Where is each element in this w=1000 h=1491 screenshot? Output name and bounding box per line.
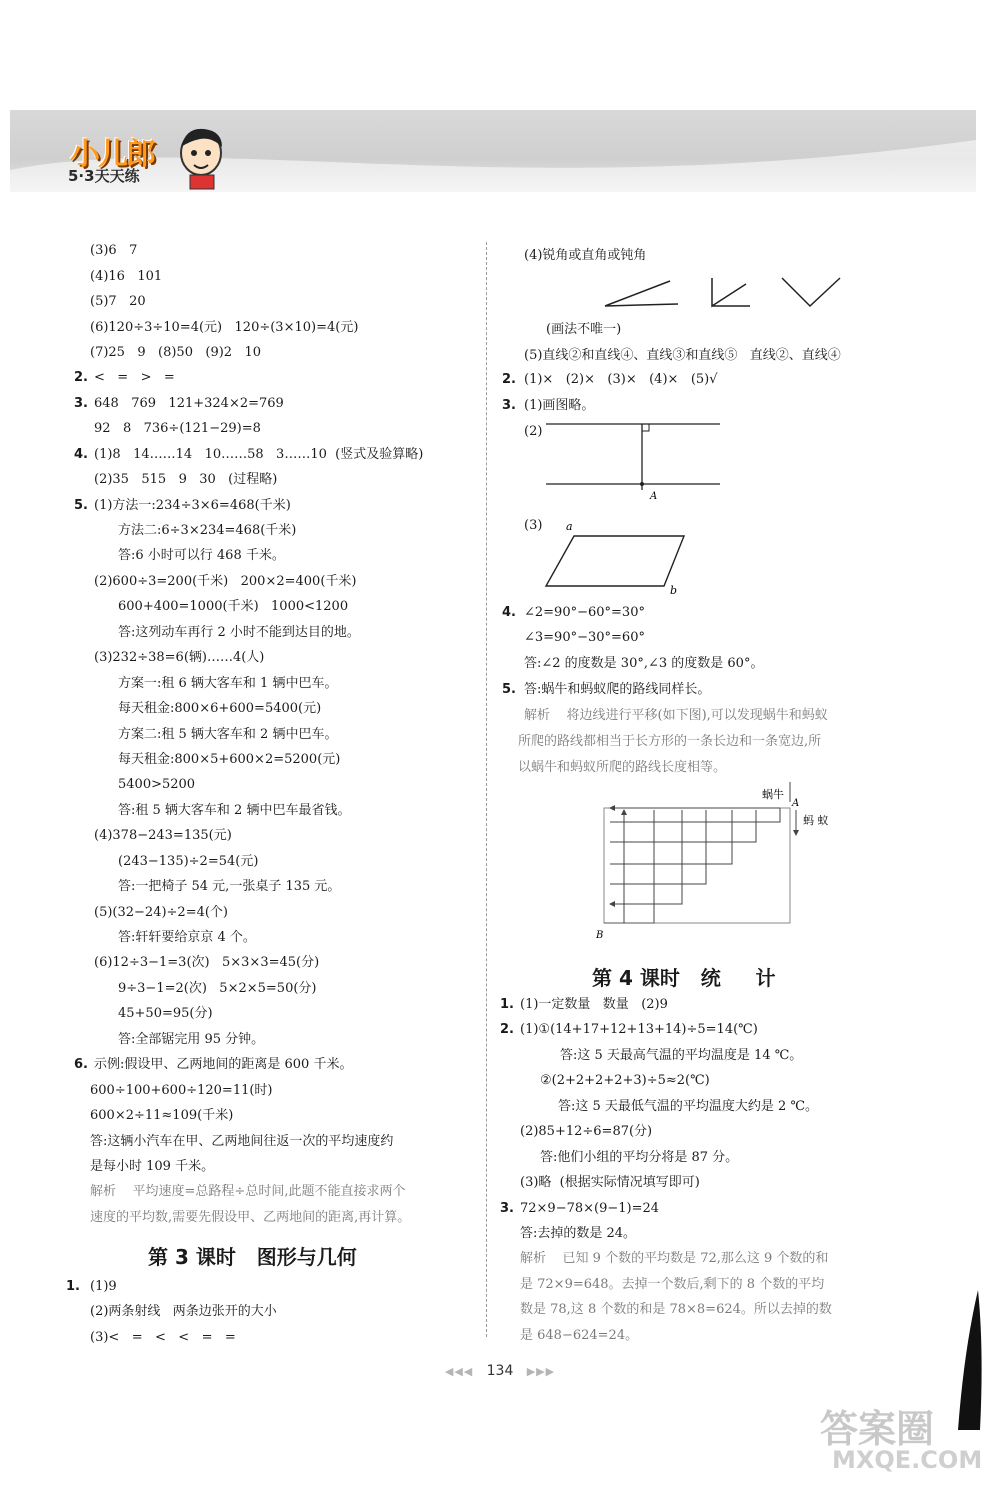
analysis-line: 以蜗牛和蚂蚁所爬的路线长度相等。: [518, 760, 727, 775]
parallelogram-figure: [544, 518, 704, 594]
answer-line: 92 8 736÷(121−29)=8: [94, 421, 261, 436]
answer-line: (1)画图略。: [524, 398, 595, 413]
answer-line: ∠3=90°−30°=60°: [524, 630, 645, 645]
question-number: 4.: [502, 605, 516, 620]
answer-line: 答:他们小组的平均分将是 87 分。: [540, 1150, 739, 1165]
analysis-line: 是 648−624=24。: [520, 1328, 639, 1343]
answer-line: 每天租金:800×6+600=5400(元): [118, 701, 322, 716]
answer-line: 答:蜗牛和蚂蚁爬的路线同样长。: [524, 682, 711, 697]
analysis-line: 解析 平均速度=总路程÷总时间,此题不能直接求两个: [90, 1184, 406, 1199]
answer-line: (3)< = < < = =: [90, 1330, 236, 1345]
ant-label: 蚂 蚁: [803, 814, 829, 827]
answer-line: (画法不唯一): [546, 322, 622, 337]
section-title: 第 4 课时 统 计: [592, 966, 776, 990]
section-title: 第 3 课时 图形与几何: [148, 1245, 357, 1269]
answer-line: (3)232÷38=6(辆)……4(人): [94, 650, 265, 665]
brand-logo: [62, 125, 232, 195]
question-number: 3.: [74, 396, 88, 411]
answer-line: 72×9−78×(9−1)=24: [520, 1201, 660, 1216]
answer-line: 答:一把椅子 54 元,一张桌子 135 元。: [118, 879, 341, 894]
answer-line: (2)600÷3=200(千米) 200×2=400(千米): [94, 574, 357, 589]
question-number: 1.: [500, 997, 514, 1012]
left-arrows-icon: ◀◀◀: [444, 1365, 474, 1378]
answer-line: (5)(32−24)÷2=4(个): [94, 905, 229, 920]
answer-line: (1)方法一:234÷3×6=468(千米): [94, 498, 291, 513]
analysis-line: 解析 已知 9 个数的平均数是 72,那么这 9 个数的和: [520, 1251, 829, 1266]
question-number: 1.: [66, 1279, 80, 1294]
page-footer: [400, 1363, 600, 1379]
answer-line: 答:∠2 的度数是 30°,∠3 的度数是 60°。: [524, 656, 764, 671]
answer-line: 方法二:6÷3×234=468(千米): [118, 523, 297, 538]
question-number: 2.: [500, 1022, 514, 1037]
answer-line: (1)× (2)× (3)× (4)× (5)√: [524, 372, 718, 387]
answer-line: (6)120÷3÷10=4(元) 120÷(3×10)=4(元): [90, 320, 359, 335]
answer-line: 5400>5200: [118, 777, 196, 792]
answer-line: 答:这列动车再行 2 小时不能到达目的地。: [118, 625, 360, 640]
answer-line: ∠2=90°−60°=30°: [524, 605, 645, 620]
answer-line: 答:轩轩要给京京 4 个。: [118, 930, 256, 945]
corner-a-label: A: [792, 798, 800, 809]
answer-line: (243−135)÷2=54(元): [118, 854, 259, 869]
question-number: 2.: [502, 372, 516, 387]
answer-line: 答:租 5 辆大客车和 2 辆中巴车最省钱。: [118, 803, 351, 818]
answer-line: (1)一定数量 数量 (2)9: [520, 997, 668, 1012]
answer-line: ②(2+2+2+2+3)÷5≈2(℃): [540, 1073, 710, 1088]
answer-line: (3): [524, 518, 543, 533]
answer-line: 600×2÷11≈109(千米): [90, 1108, 234, 1123]
question-number: 6.: [74, 1057, 88, 1072]
answer-line: (4)锐角或直角或钝角: [524, 248, 647, 263]
answer-line: 600+400=1000(千米) 1000<1200: [118, 599, 349, 614]
answer-line: 答:去掉的数是 24。: [520, 1226, 637, 1241]
answer-line: 是每小时 109 千米。: [90, 1159, 215, 1174]
answer-line: (3)略 (根据实际情况填写即可): [520, 1175, 700, 1190]
snail-label: 蜗牛: [762, 788, 784, 801]
question-number: 5.: [502, 682, 516, 697]
answer-line: (5)7 20: [90, 294, 146, 309]
analysis-line: 所爬的路线都相当于长方形的一条长边和一条宽边,所: [518, 734, 822, 749]
point-b-small: b: [670, 584, 678, 594]
analysis-line: 解析 将边线进行平移(如下图),可以发现蜗牛和蚂蚁: [524, 708, 828, 723]
page-number: 134: [486, 1363, 514, 1379]
answer-line: 方案二:租 5 辆大客车和 2 辆中巴车。: [118, 727, 338, 742]
analysis-line: 数是 78,这 8 个数的和是 78×8=624。所以去掉的数: [520, 1302, 832, 1317]
answer-line: (1)9: [90, 1279, 117, 1294]
answer-line: 答:这 5 天最低气温的平均温度大约是 2 ℃。: [558, 1099, 818, 1114]
corner-b-label: B: [596, 930, 604, 941]
answer-line: 45+50=95(分): [118, 1006, 213, 1021]
answer-line: 600÷100+600÷120=11(时): [90, 1083, 273, 1098]
answer-line: 答:全部锯完用 95 分钟。: [118, 1032, 265, 1047]
angle-figures: [600, 276, 850, 326]
answer-line: 答:6 小时可以行 468 千米。: [118, 548, 285, 563]
snail-ant-path-figure: [596, 780, 836, 942]
analysis-line: 速度的平均数,需要先假设甲、乙两地间的距离,再计算。: [90, 1210, 411, 1225]
answer-line: (4)378−243=135(元): [94, 828, 232, 843]
perpendicular-figure: [544, 420, 724, 502]
answer-line: 648 769 121+324×2=769: [94, 396, 284, 411]
answer-line: (3)6 7: [90, 243, 138, 258]
answer-line: (5)直线②和直线④、直线③和直线⑤ 直线②、直线④: [524, 348, 841, 363]
answer-line: 9÷3−1=2(次) 5×2×5=50(分): [118, 981, 317, 996]
watermark-url: MXQE.COM: [832, 1446, 983, 1474]
answer-line: (6)12÷3−1=3(次) 5×3×3=45(分): [94, 955, 320, 970]
logo-title: 小儿郎: [70, 137, 154, 172]
answer-line: 答:这 5 天最高气温的平均温度是 14 ℃。: [560, 1048, 803, 1063]
answer-line: 方案一:租 6 辆大客车和 1 辆中巴车。: [118, 676, 338, 691]
logo-subtitle: 5·3天天练: [68, 167, 140, 185]
analysis-line: 是 72×9=648。去掉一个数后,剩下的 8 个数的平均: [520, 1277, 825, 1292]
answer-line: (4)16 101: [90, 269, 163, 284]
answer-line: (2)35 515 9 30 (过程略): [94, 472, 278, 487]
point-a-label: A: [650, 491, 658, 502]
column-divider: [486, 242, 487, 1337]
answer-line: 示例:假设甲、乙两地间的距离是 600 千米。: [94, 1057, 353, 1072]
answer-line: 每天租金:800×5+600×2=5200(元): [118, 752, 341, 767]
watermark-logo: 答案圈: [820, 1407, 935, 1451]
answer-line: (2)85+12÷6=87(分): [520, 1124, 653, 1139]
point-a-small: a: [566, 520, 573, 533]
question-number: 3.: [500, 1201, 514, 1216]
question-number: 3.: [502, 398, 516, 413]
answer-line: 答:这辆小汽车在甲、乙两地间往返一次的平均速度约: [90, 1134, 394, 1149]
answer-line: (2): [524, 424, 543, 439]
answer-line: (2)两条射线 两条边张开的大小: [90, 1304, 277, 1319]
page-edge-shadow: [950, 1290, 990, 1430]
mascot-boy-icon: [172, 125, 230, 191]
question-number: 4.: [74, 447, 88, 462]
question-number: 5.: [74, 498, 88, 513]
answer-line: (1)8 14……14 10……58 3……10 (竖式及验算略): [94, 447, 424, 462]
answer-line: (1)①(14+17+12+13+14)÷5=14(℃): [520, 1022, 758, 1037]
right-arrows-icon: ▶▶▶: [526, 1365, 556, 1378]
answer-line: < = > =: [94, 370, 175, 385]
answer-line: (7)25 9 (8)50 (9)2 10: [90, 345, 261, 360]
question-number: 2.: [74, 370, 88, 385]
